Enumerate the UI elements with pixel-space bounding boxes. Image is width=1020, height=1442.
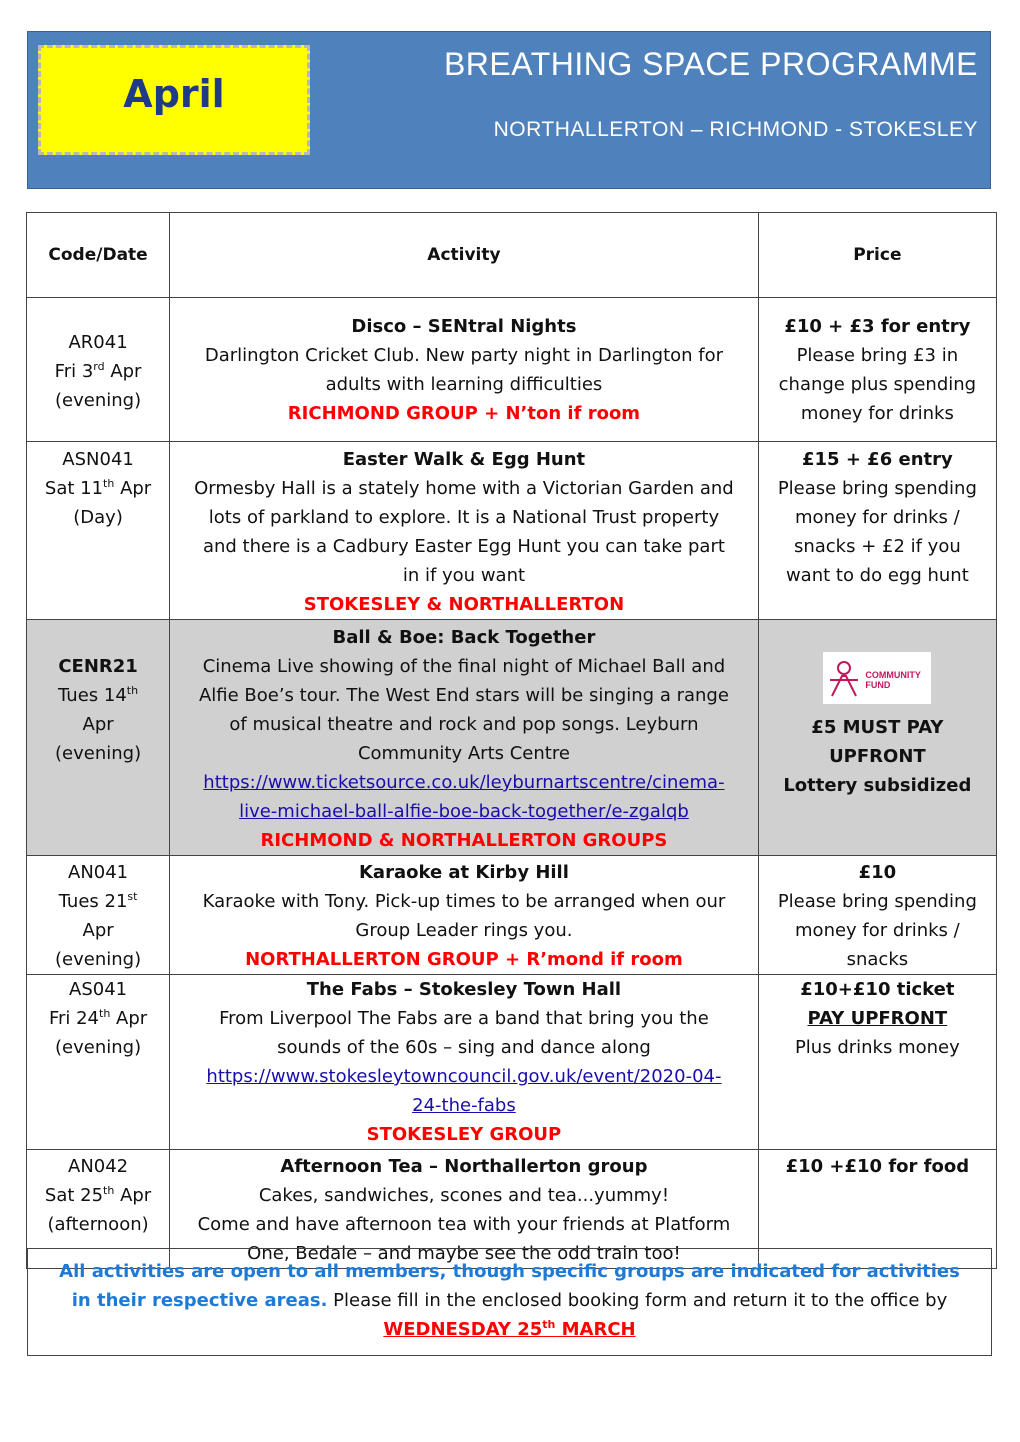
price-note: money for drinks / — [795, 507, 960, 528]
activity-date: Fri 3rd Apr — [54, 360, 142, 382]
activity-desc: Community Arts Centre — [357, 743, 570, 764]
activity-title: Afternoon Tea – Northallerton group — [280, 1156, 648, 1177]
activity-date: Fri 24th Apr — [48, 1007, 148, 1029]
booking-deadline: WEDNESDAY 25th MARCH — [383, 1318, 636, 1340]
activity-title: Disco – SENtral Nights — [351, 316, 577, 337]
code-date-cell — [27, 620, 170, 856]
price-cell — [758, 620, 996, 856]
code-date-cell — [27, 298, 170, 442]
programme-header — [27, 31, 991, 189]
activity-code: ASN041 — [62, 449, 134, 470]
price-note: money for drinks / — [795, 920, 960, 941]
programme-subtitle: NORTHALLERTON – RICHMOND - STOKESLEY — [493, 118, 978, 141]
header-code-date: Code/Date — [27, 213, 170, 298]
ticket-link-line[interactable]: https://www.ticketsource.co.uk/leyburnartscentre/cinema- — [203, 772, 725, 793]
table-header-row — [27, 213, 997, 298]
price-note: Please bring spending — [777, 891, 977, 912]
price-cell — [758, 975, 996, 1150]
activity-title: Karaoke at Kirby Hill — [358, 862, 569, 883]
code-date-cell — [27, 975, 170, 1150]
footer-groups-note: All activities are open to all members, though specific groups are indicated for activities in their respective areas. — [59, 1261, 960, 1311]
activity-cell — [170, 298, 759, 442]
ticket-link[interactable] — [176, 797, 752, 826]
price-note: snacks — [846, 949, 909, 970]
activity-desc: of musical theatre and rock and pop songs. Leyburn — [229, 714, 699, 735]
price-note: UPFRONT — [829, 746, 926, 767]
activity-date-month: Apr — [82, 714, 114, 735]
activity-desc: Darlington Cricket Club. New party night in Darlington for — [204, 345, 724, 366]
price-main: £10+£10 ticket — [800, 979, 955, 1000]
month-box — [38, 45, 310, 155]
price-main: £10 — [858, 862, 897, 883]
activity-group: STOKESLEY GROUP — [366, 1124, 562, 1145]
activity-time: (afternoon) — [47, 1214, 149, 1235]
activity-desc: sounds of the 60s – sing and dance along — [277, 1037, 651, 1058]
event-link[interactable] — [176, 1091, 752, 1120]
activity-cell — [170, 856, 759, 975]
activity-time: (evening) — [55, 390, 142, 411]
activity-date-month: Apr — [82, 920, 114, 941]
activity-cell — [170, 442, 759, 620]
activity-date: Tues 21st — [58, 890, 138, 912]
activity-desc: Karaoke with Tony. Pick-up times to be arranged when our — [202, 891, 726, 912]
price-note: Plus drinks money — [794, 1037, 960, 1058]
lottery-fingers-icon — [827, 658, 861, 698]
event-link[interactable] — [176, 1062, 752, 1091]
ticket-link[interactable] — [176, 768, 752, 797]
activity-desc: From Liverpool The Fabs are a band that bring you the — [219, 1008, 709, 1029]
table-row — [27, 856, 997, 975]
price-note: Please bring spending — [777, 478, 977, 499]
activity-title: Ball & Boe: Back Together — [332, 627, 596, 648]
activity-code: AN041 — [68, 862, 129, 883]
logo-text: COMMUNITY FUND — [865, 670, 921, 690]
event-link-line[interactable]: 24-the-fabs — [412, 1095, 516, 1116]
month-label: April — [123, 72, 225, 116]
activity-desc: Alfie Boe’s tour. The West End stars will be singing a range — [198, 685, 729, 706]
price-note: Please bring £3 in — [796, 345, 959, 366]
price-cell — [758, 856, 996, 975]
code-date-cell — [27, 856, 170, 975]
table-row — [27, 298, 997, 442]
ticket-link-line[interactable]: live-michael-ball-alfie-boe-back-together/e-zgalqb — [239, 801, 689, 822]
activity-group: RICHMOND & NORTHALLERTON GROUPS — [260, 830, 668, 851]
price-main: £15 + £6 entry — [801, 449, 953, 470]
price-note: want to do egg hunt — [785, 565, 969, 586]
activity-group: NORTHALLERTON GROUP + R’mond if room — [245, 949, 683, 970]
programme-title: BREATHING SPACE PROGRAMME — [443, 46, 978, 82]
price-cell — [758, 298, 996, 442]
activity-code: AS041 — [69, 979, 128, 1000]
footer-booking-note: Please fill in the enclosed booking form and return it to the office by — [327, 1290, 948, 1311]
activity-code: AR041 — [68, 332, 128, 353]
activity-time: (evening) — [55, 743, 142, 764]
table-row — [27, 620, 997, 856]
activity-time: (evening) — [55, 949, 142, 970]
price-note: money for drinks — [800, 403, 954, 424]
header-price: Price — [758, 213, 996, 298]
activity-desc: adults with learning difficulties — [325, 374, 603, 395]
code-date-cell — [27, 442, 170, 620]
activity-date: Sat 25th Apr — [44, 1184, 152, 1206]
activity-cell — [170, 620, 759, 856]
event-link-line[interactable]: https://www.stokesleytowncouncil.gov.uk/event/2020-04- — [206, 1066, 722, 1087]
price-note: snacks + £2 if you — [793, 536, 961, 557]
price-main: £10 + £3 for entry — [784, 316, 971, 337]
activity-desc: lots of parkland to explore. It is a National Trust property — [208, 507, 720, 528]
activity-time: (evening) — [55, 1037, 142, 1058]
activity-date: Sat 11th Apr — [44, 477, 152, 499]
price-pay-upfront: PAY UPFRONT — [807, 1008, 948, 1029]
activity-title: The Fabs – Stokesley Town Hall — [306, 979, 622, 1000]
activity-title: Easter Walk & Egg Hunt — [342, 449, 586, 470]
activity-time: (Day) — [73, 507, 123, 528]
activity-desc: Cakes, sandwiches, scones and tea...yummy! — [258, 1185, 670, 1206]
activity-code: CENR21 — [58, 656, 138, 677]
activity-desc: in if you want — [402, 565, 526, 586]
table-row — [27, 442, 997, 620]
price-main: £5 MUST PAY — [811, 717, 944, 738]
activities-table — [26, 212, 997, 1269]
price-note: Lottery subsidized — [783, 775, 972, 796]
header-activity: Activity — [170, 213, 759, 298]
activity-group: RICHMOND GROUP + N’ton if room — [287, 403, 641, 424]
activity-group: STOKESLEY & NORTHALLERTON — [303, 594, 625, 615]
activity-desc: Come and have afternoon tea with your friends at Platform — [197, 1214, 731, 1235]
activity-code: AN042 — [68, 1156, 129, 1177]
table-row — [27, 975, 997, 1150]
activity-desc: Group Leader rings you. — [355, 920, 573, 941]
footer-note — [27, 1248, 992, 1356]
activity-cell — [170, 975, 759, 1150]
activity-desc: Cinema Live showing of the final night of Michael Ball and — [202, 656, 726, 677]
price-main: £10 +£10 for food — [785, 1156, 970, 1177]
activity-desc: and there is a Cadbury Easter Egg Hunt you can take part — [202, 536, 725, 557]
activity-desc: One, Bedale – and maybe see the odd train too! — [247, 1243, 681, 1264]
price-note: change plus spending — [778, 374, 977, 395]
activity-date: Tues 14th — [58, 684, 139, 706]
community-fund-logo — [823, 652, 931, 704]
activity-desc: Ormesby Hall is a stately home with a Victorian Garden and — [194, 478, 734, 499]
price-cell — [758, 442, 996, 620]
